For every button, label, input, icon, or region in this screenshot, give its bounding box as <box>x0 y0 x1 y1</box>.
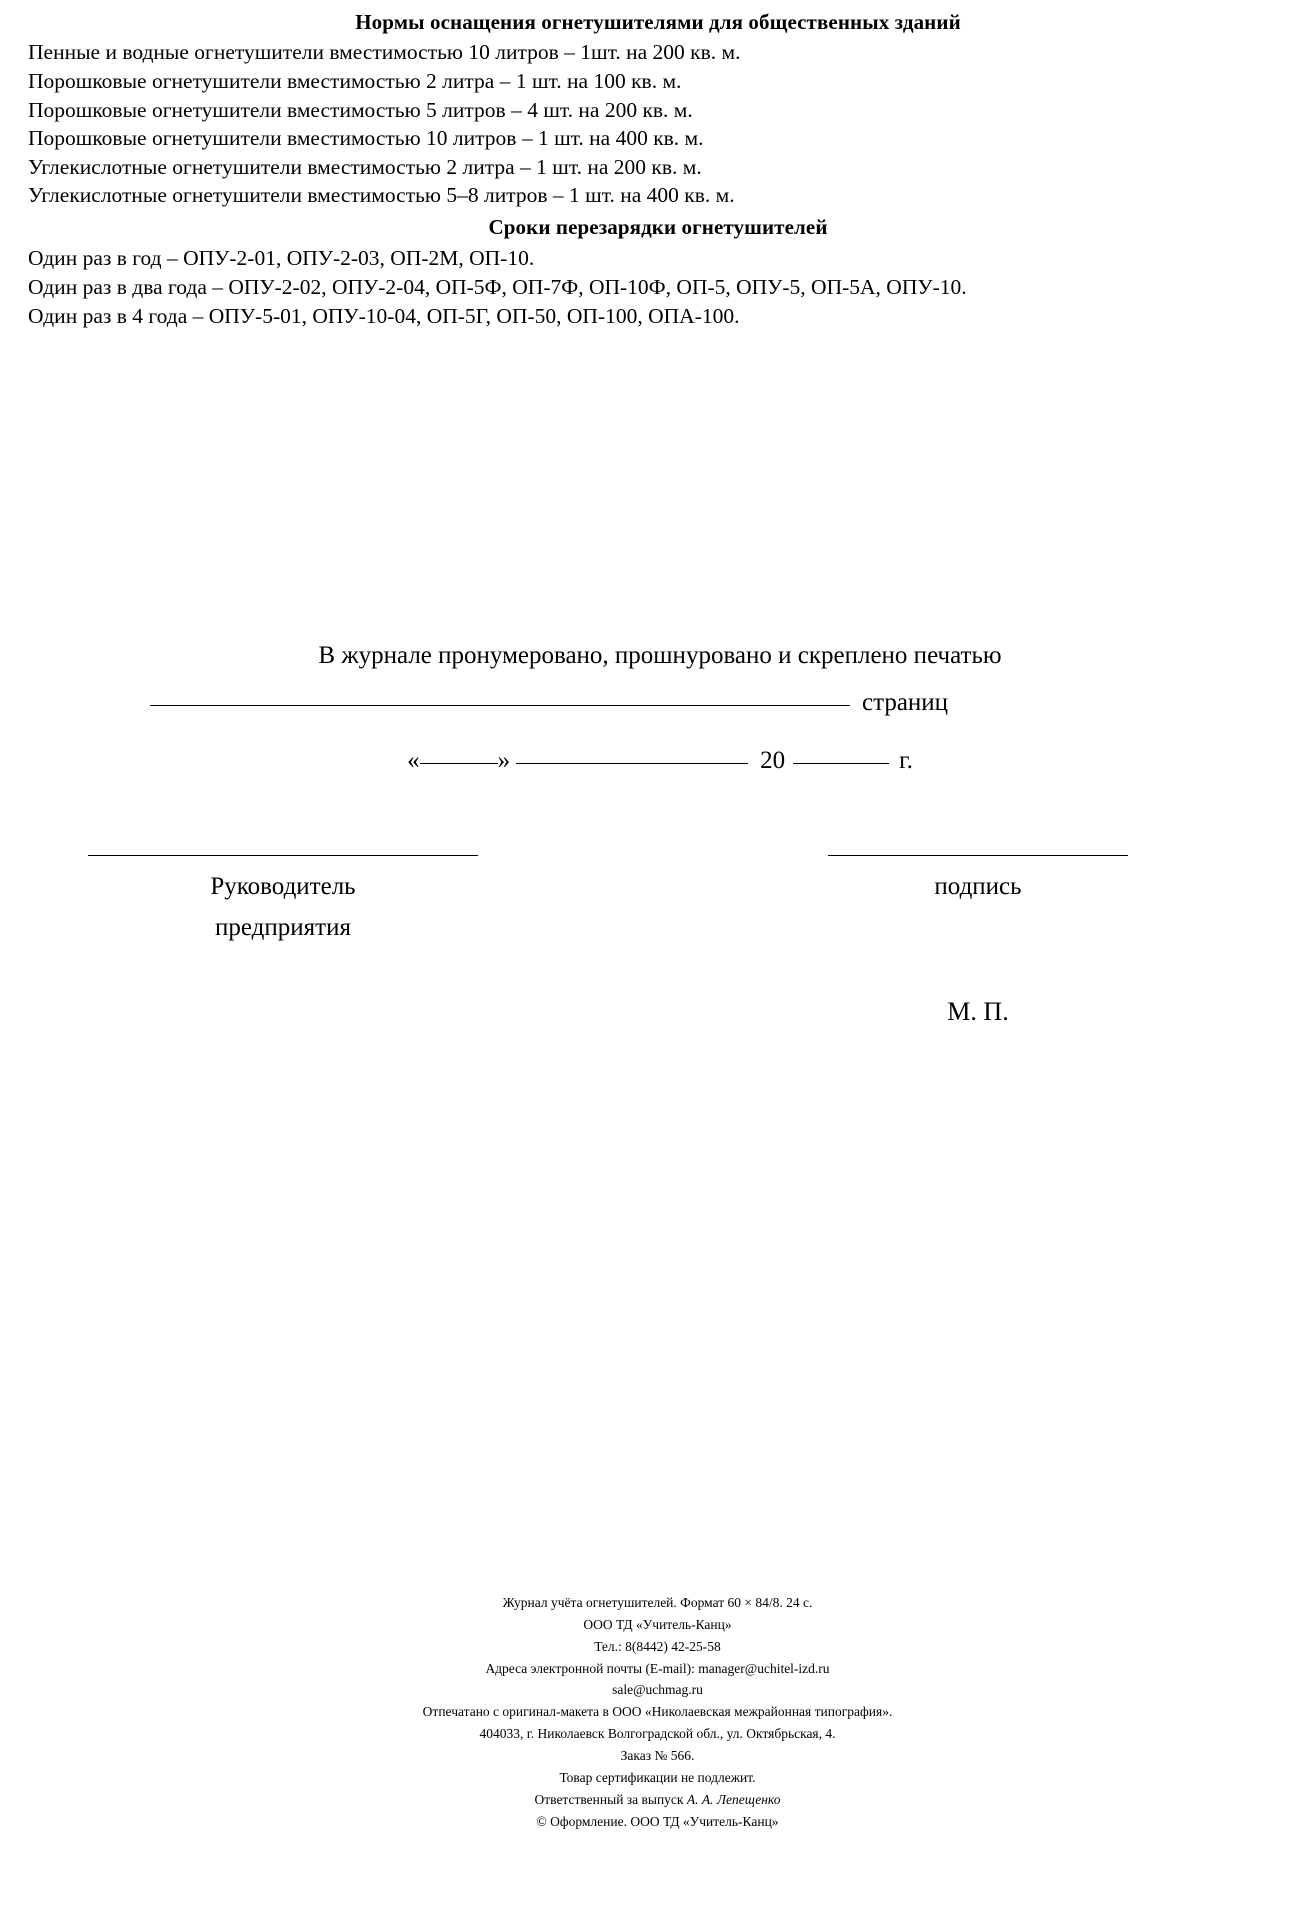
signature-label: подпись <box>934 873 1022 900</box>
imprint-line: ООО ТД «Учитель-Канц» <box>583 1616 732 1632</box>
imprint-line: Товар сертификации не подлежит. <box>559 1769 756 1785</box>
imprint-responsible-line <box>0 1789 1315 1811</box>
signature-section <box>0 855 1315 1055</box>
responsible-prefix: Ответственный за выпуск <box>534 1791 687 1807</box>
responsible-name: А. А. Лепещенко <box>686 1791 781 1807</box>
certification-statement-section <box>150 640 1170 719</box>
signature-column <box>828 855 1128 907</box>
director-label-line1: Руководитель <box>210 873 356 900</box>
year-blank[interactable] <box>793 763 889 764</box>
norms-line: Углекислотные огнетушители вместимостью 2 литра – 1 шт. на 200 кв. м. <box>28 154 702 179</box>
recharge-terms-section <box>28 213 1288 330</box>
director-signature-blank[interactable] <box>88 855 478 856</box>
stamp-place-mark: М. П. <box>947 997 1009 1026</box>
director-signature-column <box>88 855 478 948</box>
recharge-term-line: Один раз в два года – ОПУ-2-02, ОПУ-2-04, ОП-5Ф, ОП-7Ф, ОП-10Ф, ОП-5, ОПУ-5, ОП-5А, ОПУ-10. <box>28 274 967 299</box>
date-quote-open: « <box>407 747 420 774</box>
imprint-line: Тел.: 8(8442) 42-25-58 <box>594 1638 721 1654</box>
day-blank[interactable] <box>420 763 498 764</box>
year-suffix: г. <box>899 747 913 774</box>
norms-heading: Нормы оснащения огнетушителями для общественных зданий <box>355 10 961 34</box>
recharge-term-line: Один раз в год – ОПУ-2-01, ОПУ-2-03, ОП-2М, ОП-10. <box>28 246 535 271</box>
imprint-line: 404033, г. Николаевск Волгоградской обл., ул. Октябрьская, 4. <box>479 1726 836 1742</box>
year-prefix: 20 <box>760 747 786 774</box>
norms-line: Порошковые огнетушители вместимостью 5 литров – 4 шт. на 200 кв. м. <box>28 97 693 122</box>
date-quote-close: » <box>497 747 511 774</box>
norms-line: Порошковые огнетушители вместимостью 10 литров – 1 шт. на 400 кв. м. <box>28 126 704 151</box>
signature-blank[interactable] <box>828 855 1128 856</box>
recharge-terms-heading: Сроки перезарядки огнетушителей <box>488 215 828 239</box>
imprint-line: Отпечатано с оригинал-макета в ООО «Николаевская межрайонная типография». <box>422 1704 893 1720</box>
norms-line: Порошковые огнетушители вместимостью 2 литра – 1 шт. на 100 кв. м. <box>28 68 682 93</box>
month-blank[interactable] <box>516 763 748 764</box>
imprint-line: © Оформление. ООО ТД «Учитель-Канц» <box>536 1813 779 1829</box>
imprint-line: Адреса электронной почты (E-mail): manager@uchitel-izd.ru <box>485 1660 830 1676</box>
date-row <box>150 745 1170 778</box>
norms-line: Пенные и водные огнетушители вместимостью 10 литров – 1шт. на 200 кв. м. <box>28 40 741 65</box>
imprint-line: Журнал учёта огнетушителей. Формат 60 × 84/8. 24 с. <box>502 1595 813 1610</box>
imprint-line: sale@uchmag.ru <box>612 1682 703 1698</box>
imprint-line: Заказ № 566. <box>620 1748 695 1764</box>
norms-line: Углекислотные огнетушители вместимостью 5–8 литров – 1 шт. на 400 кв. м. <box>28 183 735 208</box>
recharge-term-line: Один раз в 4 года – ОПУ-5-01, ОПУ-10-04, ОП-5Г, ОП-50, ОП-100, ОПА-100. <box>28 303 740 328</box>
pages-count-suffix: страниц <box>862 688 949 716</box>
director-label-line2: предприятия <box>215 913 351 941</box>
pages-count-blank[interactable] <box>150 705 850 706</box>
certification-statement-text: В журнале пронумеровано, прошнуровано и скреплено печатью <box>318 642 1002 669</box>
norms-section <box>28 8 1288 210</box>
pages-count-row <box>150 687 1170 720</box>
imprint-footer <box>0 1592 1315 1832</box>
